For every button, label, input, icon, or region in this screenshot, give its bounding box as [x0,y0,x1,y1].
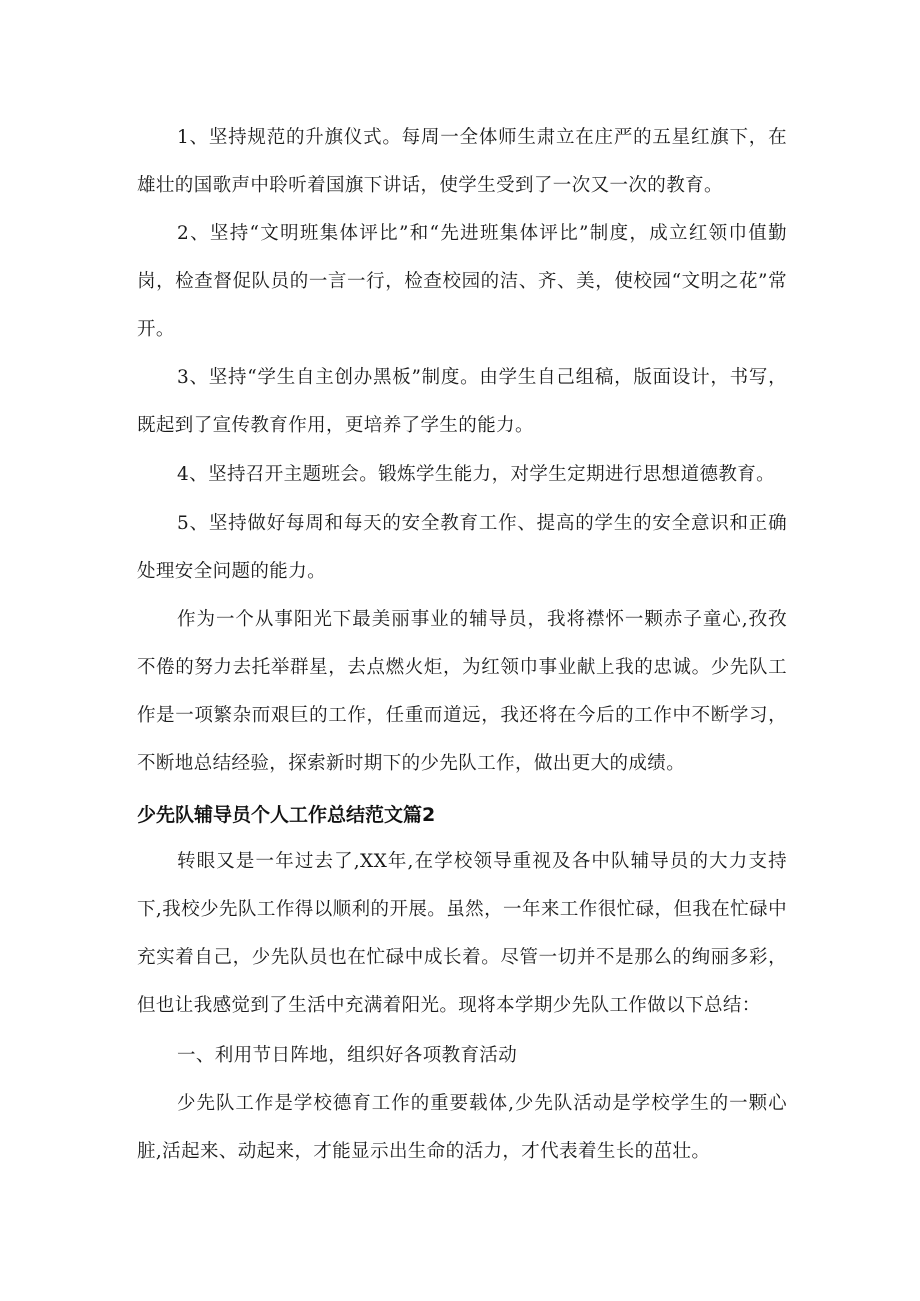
paragraph-youth-pioneer-work: 少先队工作是学校德育工作的重要载体,少先队活动是学校学生的一颗心脏,活起来、动起来，才能显示出生命的活力，才代表着生长的茁壮。 [137,1093,787,1162]
paragraph-flag-ceremony: 1、坚持规范的升旗仪式。每周一全体师生肃立在庄严的五星红旗下，在雄壮的国歌声中聆听着国旗下讲话，使学生受到了一次又一次的教育。 [137,127,787,196]
paragraph-class-meeting: 4、坚持召开主题班会。锻炼学生能力，对学生定期进行思想道德教育。 [177,464,776,485]
paragraph-counselor-commitment: 作为一个从事阳光下最美丽事业的辅导员，我将襟怀一颗赤子童心,孜孜不倦的努力去托举群星，去点燃火炬，为红领巾事业献上我的忠诚。少先队工作是一项繁杂而艰巨的工作，任重而道远，我还将在今后的工作中不断学习，不断地总结经验，探索新时期下的少先队工作，做出更大的成绩。 [137,609,787,774]
section-heading: 少先队辅导员个人工作总结范文篇2 [137,804,436,826]
paragraph-year-summary: 转眼又是一年过去了,XX年,在学校领导重视及各中队辅导员的大力支持下,我校少先队工作得以顺利的开展。虽然，一年来工作很忙碌，但我在忙碌中充实着自己，少先队员也在忙碌中成长着。尽管一切并不是那么的绚丽多彩，但也让我感觉到了生活中充满着阳光。现将本学期少先队工作做以下总结： [137,851,787,1016]
paragraph-blackboard: 3、坚持“学生自主创办黑板”制度。由学生自己组稿，版面设计，书写，既起到了宣传教育作用，更培养了学生的能力。 [137,367,787,436]
paragraph-class-evaluation: 2、坚持“文明班集体评比”和“先进班集体评比”制度，成立红领巾值勤岗，检查督促队员的一言一行，检查校园的洁、齐、美，使校园“文明之花”常开。 [137,223,787,340]
paragraph-subsection-title: 一、利用节日阵地，组织好各项教育活动 [177,1045,518,1066]
paragraph-safety-education: 5、坚持做好每周和每天的安全教育工作、提高的学生的安全意识和正确处理安全问题的能力。 [137,513,787,582]
